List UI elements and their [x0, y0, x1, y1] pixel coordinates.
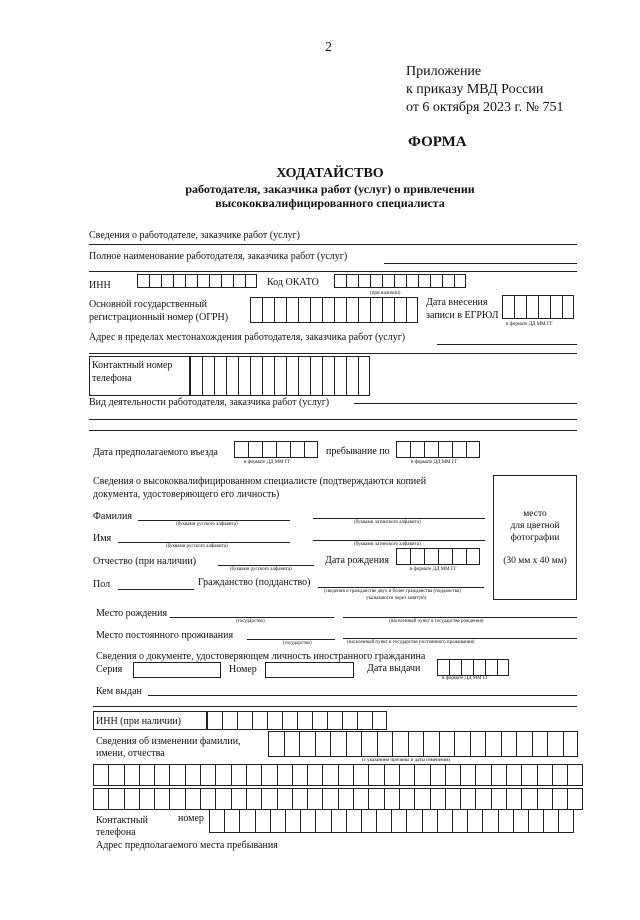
specialist-inn-cells[interactable] — [207, 711, 387, 730]
number-field[interactable] — [265, 662, 354, 678]
name-change-label-2: имени, отчества — [96, 748, 165, 759]
form-subtitle-2: высококвалифицированного специалиста — [215, 196, 445, 210]
specialist-heading-1: Сведения о высококвалифицированном специалисте (подтверждаются копией — [93, 476, 427, 487]
surname-ru-hint: (буквами русского алфавита) — [176, 522, 238, 527]
egrul-date-cells[interactable] — [502, 295, 574, 319]
employer-phone-cells[interactable] — [190, 356, 370, 396]
appendix-line-2: к приказу МВД России — [406, 82, 544, 97]
employer-phone-label-1: Контактный номер — [92, 360, 173, 371]
activity-field[interactable] — [354, 403, 577, 404]
okato-label: Код ОКАТО — [267, 277, 319, 288]
specialist-phone-label-1b: номер — [178, 813, 204, 824]
issue-date-label: Дата выдачи — [367, 663, 421, 674]
photo-label-3: фотографии — [510, 533, 560, 543]
egrul-label-1: Дата внесения — [426, 297, 488, 308]
citizenship-field[interactable] — [318, 587, 484, 588]
surname-ru-field[interactable] — [138, 520, 290, 521]
name-change-hint: (с указанием причины и даты изменения) — [362, 758, 451, 763]
arrival-date-cells[interactable] — [234, 441, 318, 458]
photo-label-2: для цветной — [510, 521, 560, 531]
ogrn-cells[interactable] — [250, 297, 418, 323]
photo-label-4: (30 мм х 40 мм) — [503, 556, 567, 566]
name-change-label-1: Сведения об изменении фамилии, — [96, 736, 241, 747]
series-label: Серия — [96, 664, 123, 675]
okato-cells[interactable] — [334, 274, 466, 288]
surname-lat-hint: (буквами латинского алфавита) — [354, 520, 421, 525]
issue-date-cells[interactable] — [437, 659, 509, 676]
birthplace-locality-field[interactable] — [343, 617, 577, 618]
arrival-date-hint: в формате ДД ММ ГГ — [244, 460, 291, 465]
appendix-block — [406, 63, 564, 117]
name-change-cells-row-2[interactable] — [93, 764, 583, 786]
number-label: Номер — [229, 664, 257, 675]
id-doc-heading: Сведения о документе, удостоверяющем личность иностранного гражданина — [96, 651, 426, 662]
first-name-ru-hint: (буквами русского алфавита) — [166, 544, 228, 549]
appendix-line-1: Приложение — [406, 64, 482, 79]
stay-until-label: пребывание по — [326, 446, 390, 457]
patronymic-label: Отчество (при наличии) — [93, 556, 197, 567]
employer-full-name-label: Полное наименование работодателя, заказчика работ (услуг) — [89, 251, 348, 262]
egrul-label-2: записи в ЕГРЮЛ — [426, 310, 499, 321]
name-change-cells-row-3[interactable] — [93, 788, 583, 810]
citizenship-label: Гражданство (подданство) — [198, 577, 311, 588]
form-title: ХОДАТАЙСТВО — [276, 166, 384, 181]
okato-hint: (при наличии) — [370, 291, 401, 296]
residence-locality-hint: (населенный пункт в государстве постоянного проживания) — [347, 640, 475, 645]
photo-label-1: место — [523, 509, 547, 519]
birthplace-locality-hint: (населенный пункт в государстве рождения) — [389, 619, 484, 624]
employer-section-heading: Сведения о работодателе, заказчике работ (услуг) — [89, 230, 300, 241]
sex-field[interactable] — [118, 589, 194, 590]
issued-by-field-2[interactable] — [93, 706, 577, 707]
arrival-date-label: Дата предполагаемого въезда — [93, 447, 218, 458]
surname-label: Фамилия — [93, 511, 132, 522]
first-name-lat-field[interactable] — [313, 540, 485, 541]
first-name-lat-hint: (буквами латинского алфавита) — [354, 542, 421, 547]
birthplace-state-hint: (государство) — [236, 619, 265, 624]
patronymic-field[interactable] — [218, 565, 314, 566]
employer-address-field-2[interactable] — [89, 353, 577, 354]
birthplace-label: Место рождения — [96, 608, 168, 619]
dob-hint: в формате ДД ММ ГГ — [410, 567, 457, 572]
first-name-ru-field[interactable] — [118, 542, 290, 543]
issue-date-hint: в формате ДД ММ ГГ — [442, 676, 489, 681]
dob-label: Дата рождения — [325, 555, 389, 566]
specialist-heading-2: документа, удостоверяющего его личность) — [93, 489, 280, 500]
employer-address-field[interactable] — [437, 344, 577, 345]
employer-inn-cells[interactable] — [137, 274, 257, 288]
appendix-line-3: от 6 октября 2023 г. № 751 — [406, 100, 564, 115]
egrul-date-hint: в формате ДД ММ ГГ — [506, 322, 553, 327]
ogrn-label-2: регистрационный номер (ОГРН) — [89, 312, 229, 323]
residence-label: Место постоянного проживания — [96, 630, 234, 641]
activity-field-2[interactable] — [89, 419, 577, 420]
first-name-label: Имя — [93, 533, 112, 544]
residence-locality-field[interactable] — [343, 638, 577, 639]
patronymic-hint: (буквами русского алфавита) — [230, 567, 292, 572]
form-label: ФОРМА — [408, 134, 467, 150]
employer-heading-line — [89, 244, 577, 245]
sex-label: Пол — [93, 579, 111, 590]
specialist-inn-label-box — [93, 711, 207, 730]
residence-state-field[interactable] — [247, 639, 335, 640]
name-change-cells[interactable] — [268, 731, 578, 757]
activity-field-3[interactable] — [89, 430, 577, 431]
dob-cells[interactable] — [396, 548, 480, 565]
stay-until-cells[interactable] — [396, 441, 480, 458]
specialist-phone-label-1: Контактный — [96, 815, 148, 826]
series-field[interactable] — [133, 662, 221, 678]
specialist-phone-cells[interactable] — [209, 809, 574, 833]
birthplace-state-field[interactable] — [170, 617, 334, 618]
stay-until-hint: в формате ДД ММ ГГ — [411, 460, 458, 465]
employer-inn-label: ИНН — [89, 280, 111, 291]
issued-by-label: Кем выдан — [96, 686, 142, 697]
page-number: 2 — [325, 40, 332, 55]
specialist-phone-label-2: телефона — [96, 827, 136, 838]
citizenship-hint-1: (сведения о гражданстве двух и более гражданства (подданства) — [324, 589, 461, 594]
employer-address-label: Адрес в пределах местонахождения работодателя, заказчика работ (услуг) — [89, 332, 406, 343]
form-subtitle-1: работодателя, заказчика работ (услуг) о привлечении — [185, 182, 475, 196]
activity-label: Вид деятельности работодателя, заказчика работ (услуг) — [89, 397, 330, 408]
residence-state-hint: (государство) — [283, 641, 312, 646]
specialist-inn-label: ИНН (при наличии) — [96, 716, 181, 727]
issued-by-field[interactable] — [148, 695, 577, 696]
citizenship-hint-2: указываются через запятую) — [366, 596, 427, 601]
stay-address-label: Адрес предполагаемого места пребывания — [96, 840, 278, 851]
ogrn-label-1: Основной государственный — [89, 299, 207, 310]
surname-lat-field[interactable] — [313, 518, 485, 519]
employer-full-name-field[interactable] — [384, 263, 577, 264]
employer-full-name-field-2[interactable] — [89, 271, 577, 272]
employer-phone-label-2: телефона — [92, 373, 132, 384]
